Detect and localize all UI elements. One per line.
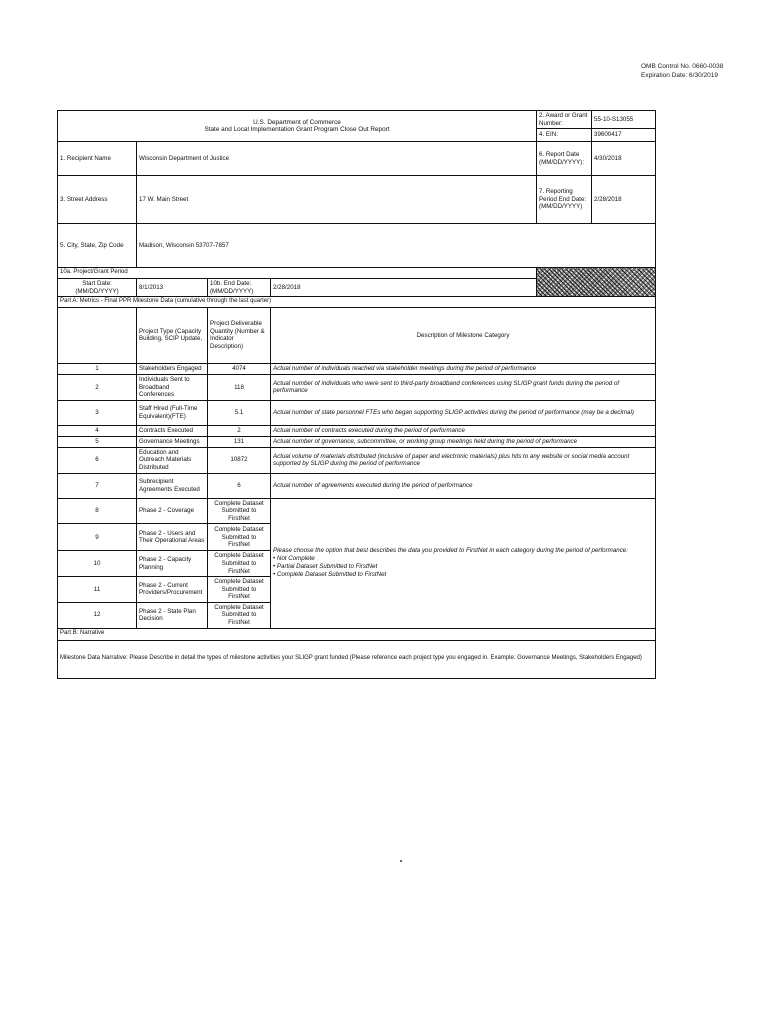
city-state-zip-value: Madison, Wisconsin 53707-7857 <box>137 224 656 268</box>
row-number: 7 <box>58 473 137 498</box>
street-address-value: 17 W. Main Street <box>137 176 537 224</box>
deliverable-quantity: 131 <box>208 436 271 447</box>
project-type: Subrecipient Agreements Executed <box>137 473 208 498</box>
deliverable-quantity: 5.1 <box>208 400 271 425</box>
project-type: Phase 2 - Current Providers/Procurement <box>137 577 208 603</box>
end-date-value: 2/28/2018 <box>271 279 537 297</box>
project-type: Phase 2 - Coverage <box>137 498 208 524</box>
deliverable-quantity: 2 <box>208 425 271 436</box>
project-type: Governance Meetings <box>137 436 208 447</box>
deliverable-quantity: 10872 <box>208 447 271 473</box>
department-name: U.S. Department of Commerce <box>253 118 341 126</box>
milestone-description: Actual number of agreements executed during the period of performance <box>271 473 656 498</box>
recipient-name-value: Wisconsin Department of Justice <box>137 142 537 176</box>
project-type: Individuals Sent to Broadband Conferences <box>137 374 208 400</box>
deliverable-quantity: 6 <box>208 473 271 498</box>
award-number-label: 2. Award or Grant Number: <box>537 111 592 129</box>
row-number: 6 <box>58 447 137 473</box>
omb-expiration-date: Expiration Date: 6/30/2019 <box>641 72 718 79</box>
milestone-description: Actual number of state personnel FTEs who began supporting SLIGP activities during the period of performance (may be a decimal) <box>271 400 656 425</box>
reporting-period-label: 7. Reporting Period End Date: (MM/DD/YYYY) <box>537 176 592 224</box>
milestone-description: Actual number of individuals reached via stakeholder meetings during the period of performance <box>271 363 656 374</box>
row-number-header <box>58 307 137 363</box>
project-type: Phase 2 - Users and Their Operational Areas <box>137 524 208 551</box>
report-table <box>57 110 656 679</box>
milestone-description-header: Description of Milestone Category <box>271 307 656 363</box>
row-number: 4 <box>58 425 137 436</box>
row-number: 5 <box>58 436 137 447</box>
deliverable-quantity: 118 <box>208 374 271 400</box>
phase-2-description <box>271 498 656 628</box>
project-type: Phase 2 - State Plan Decision <box>137 602 208 628</box>
phase-2-instruction: Please choose the option that best describes the data you provided to FirstNet in each category during the period of performance: <box>273 547 628 555</box>
end-date-label: 10b. End Date: (MM/DD/YYYY) <box>208 279 271 297</box>
project-type: Phase 2 - Capacity Planning <box>137 551 208 577</box>
deliverable-quantity: Complete Dataset Submitted to FirstNet <box>208 577 271 603</box>
project-type: Contracts Executed <box>137 425 208 436</box>
omb-control-number: OMB Control No. 0660-0038 <box>641 63 724 70</box>
start-date-value: 8/1/2013 <box>137 279 208 297</box>
row-number: 2 <box>58 374 137 400</box>
redacted-area <box>537 268 656 297</box>
deliverable-quantity: 4074 <box>208 363 271 374</box>
row-number: 11 <box>58 577 137 603</box>
deliverable-quantity: Complete Dataset Submitted to FirstNet <box>208 551 271 577</box>
row-number: 10 <box>58 551 137 577</box>
part-b-title: Part B: Narrative <box>58 628 656 640</box>
program-title: State and Local Implementation Grant Program Close Out Report <box>204 126 390 134</box>
row-number: 3 <box>58 400 137 425</box>
option-not-complete: • Not Complete <box>273 554 315 562</box>
close-out-report-form <box>57 110 655 679</box>
row-number: 12 <box>58 602 137 628</box>
deliverable-quantity: Complete Dataset Submitted to FirstNet <box>208 602 271 628</box>
ein-label: 4. EIN: <box>537 129 592 142</box>
project-period-title: 10a. Project/Grant Period <box>58 268 537 279</box>
report-date-label: 6. Report Date (MM/DD/YYYY): <box>537 142 592 176</box>
ein-value: 39600417 <box>592 129 656 142</box>
city-state-zip-label: 5. City, State, Zip Code <box>58 224 137 268</box>
form-header <box>58 111 537 142</box>
report-date-value: 4/30/2018 <box>592 142 656 176</box>
option-complete-dataset: • Complete Dataset Submitted to FirstNet <box>273 570 387 578</box>
milestone-description: Actual number of individuals who were sent to third-party broadband conferences using SLIGP grant funds during the period of performance <box>271 374 656 400</box>
milestone-description: Actual number of governance, subcommittee, or working group meetings held during the period of performance <box>271 436 656 447</box>
start-date-label: Start Date: (MM/DD/YYYY) <box>58 279 137 297</box>
project-type: Education and Outreach Materials Distributed <box>137 447 208 473</box>
recipient-name-label: 1. Recipient Name <box>58 142 137 176</box>
row-number: 8 <box>58 498 137 524</box>
award-number-value: 55-10-S13055 <box>592 111 656 129</box>
project-type: Staff Hired (Full-Time Equivalent)(FTE) <box>137 400 208 425</box>
deliverable-quantity: Complete Dataset Submitted to FirstNet <box>208 524 271 551</box>
milestone-description: Actual volume of materials distributed (inclusive of paper and electronic materials) plus hits to any website or social media account supported by SLIGP during the period of performance <box>271 447 656 473</box>
project-type: Stakeholders Engaged <box>137 363 208 374</box>
project-type-header: Project Type (Capacity Building, SCIP Update, <box>137 307 208 363</box>
milestone-description: Actual number of contracts executed during the period of performance <box>271 425 656 436</box>
scan-speck <box>400 860 402 862</box>
deliverable-quantity: Complete Dataset Submitted to FirstNet <box>208 498 271 524</box>
phase-2-options <box>273 555 653 579</box>
reporting-period-value: 2/28/2018 <box>592 176 656 224</box>
part-a-title: Part A: Metrics - Final PPR Milestone Data (cumulative through the last quarter) <box>58 297 656 308</box>
row-number: 9 <box>58 524 137 551</box>
omb-info <box>641 62 723 80</box>
row-number: 1 <box>58 363 137 374</box>
street-address-label: 3. Street Address <box>58 176 137 224</box>
milestone-data-narrative: Milestone Data Narrative: Please Describe in detail the types of milestone activities your SLIGP grant funded (Please reference each project type you engaged in. Example: Governance Meetings, Stakeholders Engaged) <box>58 640 656 678</box>
deliverable-quantity-header: Project Deliverable Quantity (Number & Indicator Description) <box>208 307 271 363</box>
option-partial-dataset: • Partial Dataset Submitted to FirstNet <box>273 562 378 570</box>
